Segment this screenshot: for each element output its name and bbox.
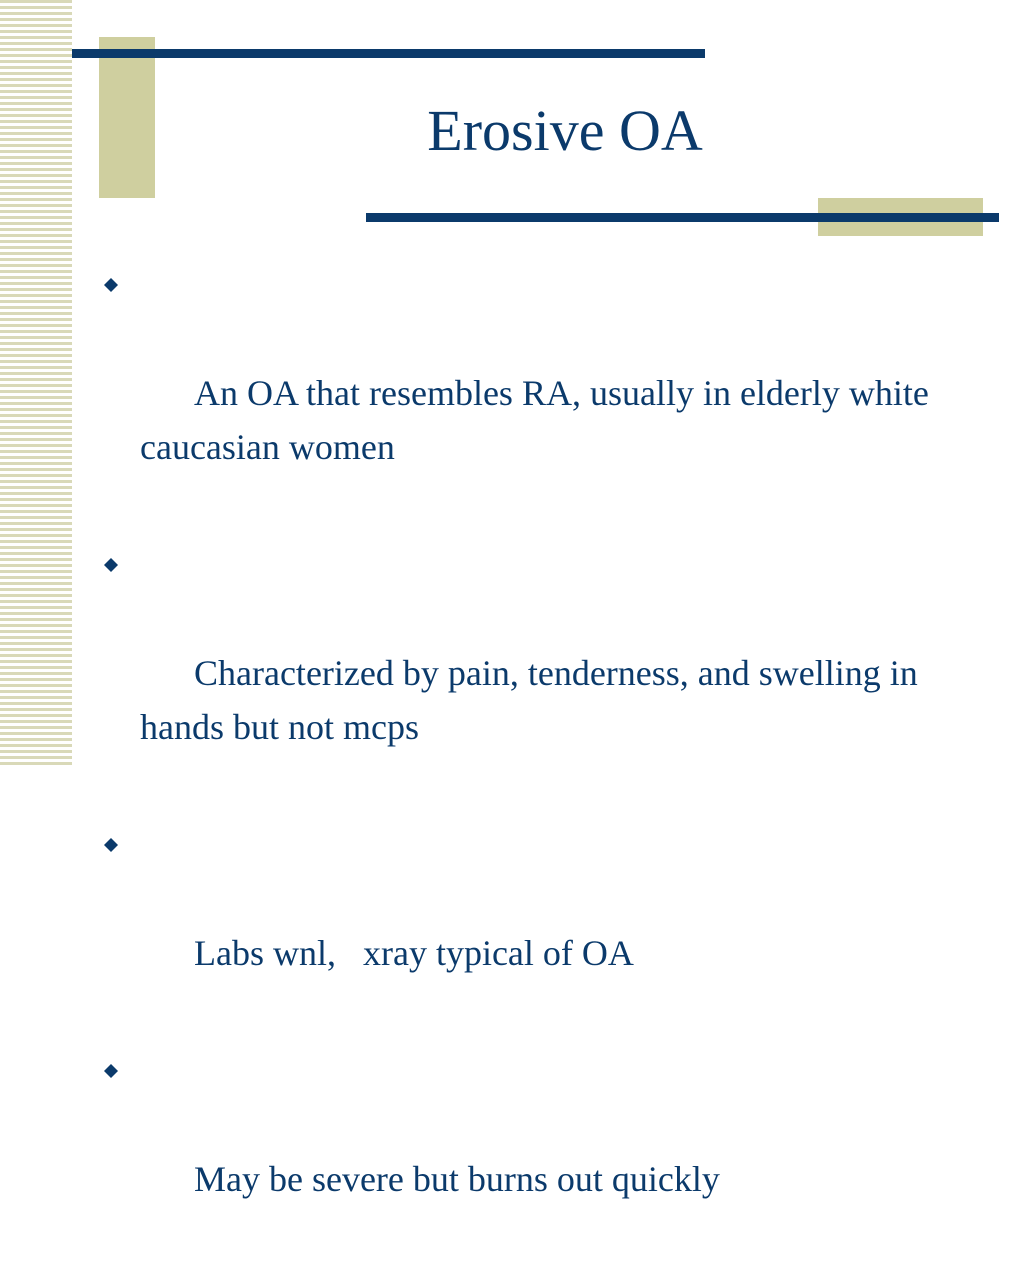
bullet-item bbox=[104, 258, 984, 528]
bullet-text: Labs wnl, xray typical of OA bbox=[194, 933, 634, 973]
diamond-bullet-icon bbox=[104, 278, 118, 292]
bullet-text: May be severe but burns out quickly bbox=[194, 1159, 720, 1199]
bullet-text: Characterized by pain, tenderness, and swelling in hands but not mcps bbox=[140, 653, 927, 747]
title-rule-top bbox=[72, 49, 705, 58]
bullet-item bbox=[104, 1044, 984, 1260]
diamond-bullet-icon bbox=[104, 838, 118, 852]
bullet-text: An OA that resembles RA, usually in elderly white caucasian women bbox=[140, 373, 938, 467]
diamond-bullet-icon bbox=[104, 558, 118, 572]
title-rule-bottom bbox=[366, 213, 999, 222]
diamond-bullet-icon bbox=[104, 1064, 118, 1078]
left-striped-border bbox=[0, 0, 72, 768]
bullet-item bbox=[104, 818, 984, 1034]
title-accent-block-top bbox=[99, 37, 155, 198]
bullet-item bbox=[104, 538, 984, 808]
bullet-list bbox=[104, 258, 984, 1270]
slide-title: Erosive OA bbox=[427, 98, 703, 163]
